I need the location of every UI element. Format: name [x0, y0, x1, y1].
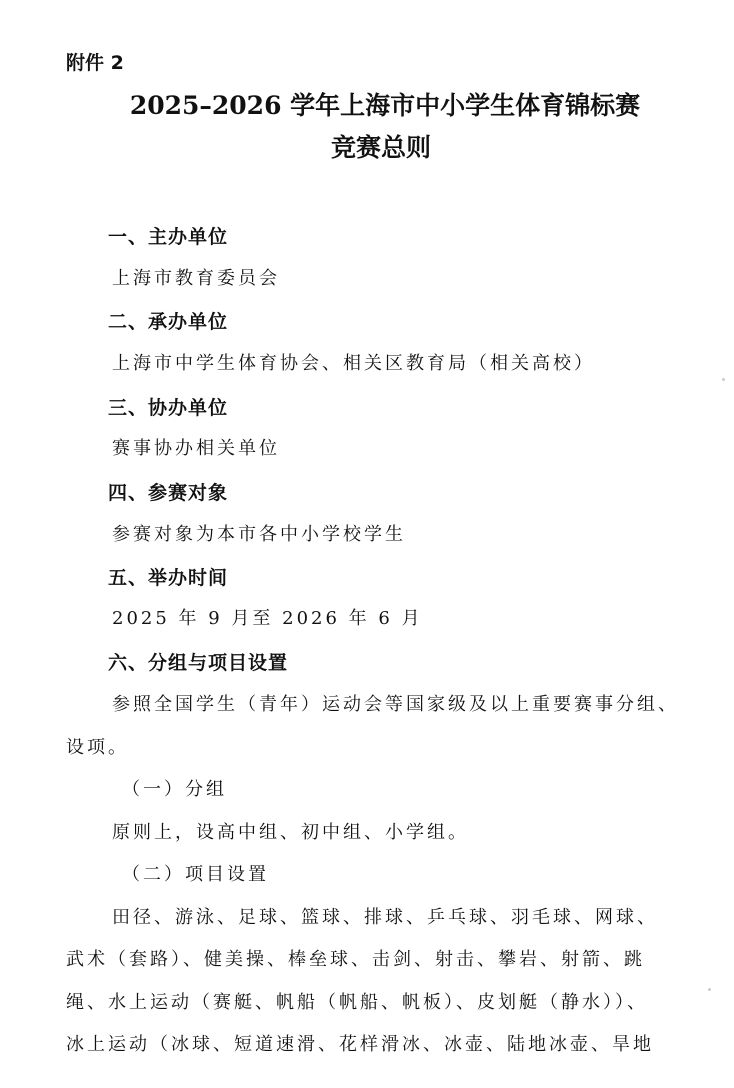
- scan-speck: [722, 378, 725, 381]
- section-intro-continuation: 设项。: [66, 737, 129, 758]
- section-text-organizer: 上海市教育委员会: [112, 268, 280, 289]
- document-title: 2025–2026 学年上海市中小学生体育锦标赛: [129, 91, 641, 120]
- section-text-schedule: 2025 年 9 月至 2026 年 6 月: [112, 608, 423, 629]
- events-list-line: 冰上运动（冰球、短道速滑、花样滑冰、冰壶、陆地冰壶、旱地: [66, 1034, 654, 1055]
- subsection-text-groups: 原则上，设高中组、初中组、小学组。: [112, 822, 469, 843]
- section-intro-line: 参照全国学生（青年）运动会等国家级及以上重要赛事分组、: [112, 694, 679, 715]
- section-heading-undertaker: 二、承办单位: [108, 311, 229, 333]
- section-heading-participants: 四、参赛对象: [108, 482, 229, 504]
- events-list-line: 绳、水上运动（赛艇、帆船（帆船、帆板）、皮划艇（静水））、: [66, 992, 648, 1013]
- section-text-participants: 参赛对象为本市各中小学校学生: [112, 524, 406, 545]
- document-subtitle: 竞赛总则: [330, 133, 431, 162]
- section-text-co-organizer: 赛事协办相关单位: [112, 438, 280, 459]
- subsection-heading-events: （二）项目设置: [122, 864, 269, 885]
- subsection-heading-groups: （一）分组: [122, 779, 227, 800]
- attachment-label: 附件 2: [66, 52, 124, 74]
- section-text-undertaker: 上海市中学生体育协会、相关区教育局（相关高校）: [112, 353, 595, 374]
- section-heading-co-organizer: 三、协办单位: [108, 397, 229, 419]
- section-heading-groups-events: 六、分组与项目设置: [108, 652, 289, 674]
- scan-speck: [708, 988, 711, 991]
- section-heading-organizer: 一、主办单位: [108, 226, 229, 248]
- events-list-line: 田径、游泳、足球、篮球、排球、乒乓球、羽毛球、网球、: [112, 907, 658, 928]
- events-list-line: 武术（套路）、健美操、棒垒球、击剑、射击、攀岩、射箭、跳: [66, 949, 645, 970]
- section-heading-schedule: 五、举办时间: [108, 567, 229, 589]
